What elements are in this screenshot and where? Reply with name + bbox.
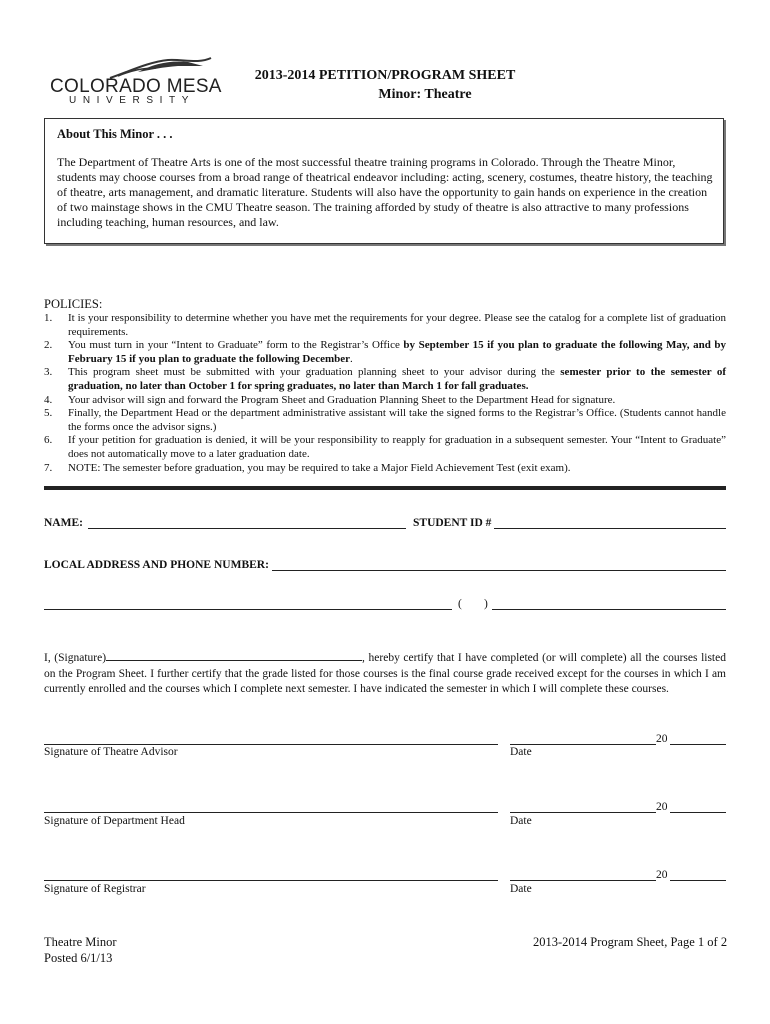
university-logo (50, 52, 225, 110)
policy-number: 4. (44, 393, 53, 406)
advisor-year-prefix: 20 (656, 733, 668, 745)
policy-number: 3. (44, 366, 53, 379)
advisor-year-field[interactable] (670, 744, 726, 745)
registrar-signature-field[interactable] (44, 880, 498, 881)
policy-text: This program sheet must be submitted with your graduation planning sheet to your advisor during the (68, 366, 561, 379)
student-id-field[interactable] (494, 528, 726, 529)
policy-number: 5. (44, 407, 53, 420)
footer-left (44, 934, 117, 966)
registrar-signature-label: Signature of Registrar (44, 883, 146, 895)
policy-text: NOTE: The semester before graduation, you may be required to take a Major Field Achievement Test (exit exam). (68, 461, 571, 474)
student-id-label: STUDENT ID # (413, 517, 492, 529)
policy-number: 7. (44, 461, 53, 474)
policy-text: It is your responsibility to determine whether you have met the requirements for your degree. Please see the catalog for a complete list of graduation requirements. (68, 312, 726, 338)
advisor-date-label: Date (510, 746, 532, 758)
advisor-signature-field[interactable] (44, 744, 498, 745)
registrar-year-prefix: 20 (656, 869, 668, 881)
policy-text: If your petition for graduation is denied, it will be your responsibility to reapply for graduation in a subsequent semester. Your “Intent to Graduate” does not automatically move to a later graduation date. (68, 434, 726, 460)
policy-number: 1. (44, 312, 53, 324)
policies-list (44, 312, 726, 475)
logo-line2: UNIVERSITY (69, 95, 196, 106)
footer-posted: Posted 6/1/13 (44, 951, 113, 965)
about-heading: About This Minor . . . (57, 127, 173, 141)
phone-open-paren: ( (458, 598, 462, 610)
policy-deadline: semester prior to the semester of graduation, no later than October 1 for spring graduates, no later than March 1 for fall graduates. (68, 366, 727, 392)
registrar-date-label: Date (510, 883, 532, 895)
phone-field[interactable] (492, 609, 726, 610)
dept-head-year-field[interactable] (670, 812, 726, 813)
policy-item (44, 339, 726, 366)
name-field[interactable] (88, 528, 406, 529)
policy-text: You must turn in your “Intent to Graduate” form to the Registrar’s Office (68, 339, 404, 352)
address-label: LOCAL ADDRESS AND PHONE NUMBER: (44, 559, 269, 571)
policy-deadline: by September 15 if you plan to graduate the following May, and by February 15 if you plan to graduate the following December (68, 339, 726, 365)
about-body: The Department of Theatre Arts is one of the most successful theatre training programs in Colorado. Through the Theatre Minor, students may choose courses from a broad range of theatrical endeavor including: acting, scenery, costumes, theatre history, the teaching of theatre, arts management, and dramatic literature. Students will also have the opportunity to gain hands on experience in the creation of two mainstage shows in the CMU Theatre season. The training afforded by study of theatre is also attractive to many professions including teaching, human resources, and law. (57, 155, 713, 229)
dept-head-year-prefix: 20 (656, 801, 668, 813)
policy-item (44, 407, 726, 434)
certification-signature-field[interactable] (106, 650, 362, 661)
policy-text: Finally, the Department Head or the department administrative assistant will take the signed forms to the Registrar’s Office. (Students cannot handle the forms once the advisor signs.) (68, 407, 726, 433)
registrar-date-field[interactable] (510, 880, 656, 881)
dept-head-date-label: Date (510, 815, 532, 827)
policy-item (44, 462, 726, 476)
dept-head-signature-field[interactable] (44, 812, 498, 813)
name-label: NAME: (44, 517, 83, 529)
address-line2-field[interactable] (44, 609, 452, 610)
dept-head-signature-label: Signature of Department Head (44, 815, 185, 827)
policy-text: Your advisor will sign and forward the Program Sheet and Graduation Planning Sheet to the Department Head for signature. (68, 393, 616, 406)
address-field[interactable] (272, 570, 726, 571)
certification-body: , hereby certify that I have completed (or will complete) all the courses listed on the Program Sheet. I further certify that the grade listed for those courses is the final course grade received except for the courses in which I am currently enrolled and the courses which I complete next semester. I have indicated the semester in which I will complete these courses. (44, 652, 726, 695)
policy-number: 6. (44, 434, 53, 447)
section-divider (44, 486, 726, 490)
policy-tail: . (350, 352, 353, 365)
phone-close-paren: ) (484, 598, 488, 610)
policy-item (44, 394, 726, 408)
page-title: 2013-2014 PETITION/PROGRAM SHEET (254, 68, 516, 83)
logo-line1: COLORADO MESA (50, 76, 222, 97)
footer-page-info: 2013-2014 Program Sheet, Page 1 of 2 (533, 935, 728, 949)
certification-prefix: I, (Signature) (44, 652, 107, 664)
policies-heading: POLICIES: (44, 297, 103, 311)
page-subtitle: Minor: Theatre (378, 87, 472, 102)
registrar-year-field[interactable] (670, 880, 726, 881)
policy-item (44, 434, 726, 461)
dept-head-date-field[interactable] (510, 812, 656, 813)
about-box (44, 118, 724, 244)
advisor-signature-label: Signature of Theatre Advisor (44, 746, 178, 758)
policy-number: 2. (44, 339, 53, 352)
policy-item (44, 366, 726, 393)
certification-text (44, 650, 726, 698)
advisor-date-field[interactable] (510, 744, 656, 745)
footer-program: Theatre Minor (44, 935, 117, 949)
policy-item (44, 312, 726, 339)
